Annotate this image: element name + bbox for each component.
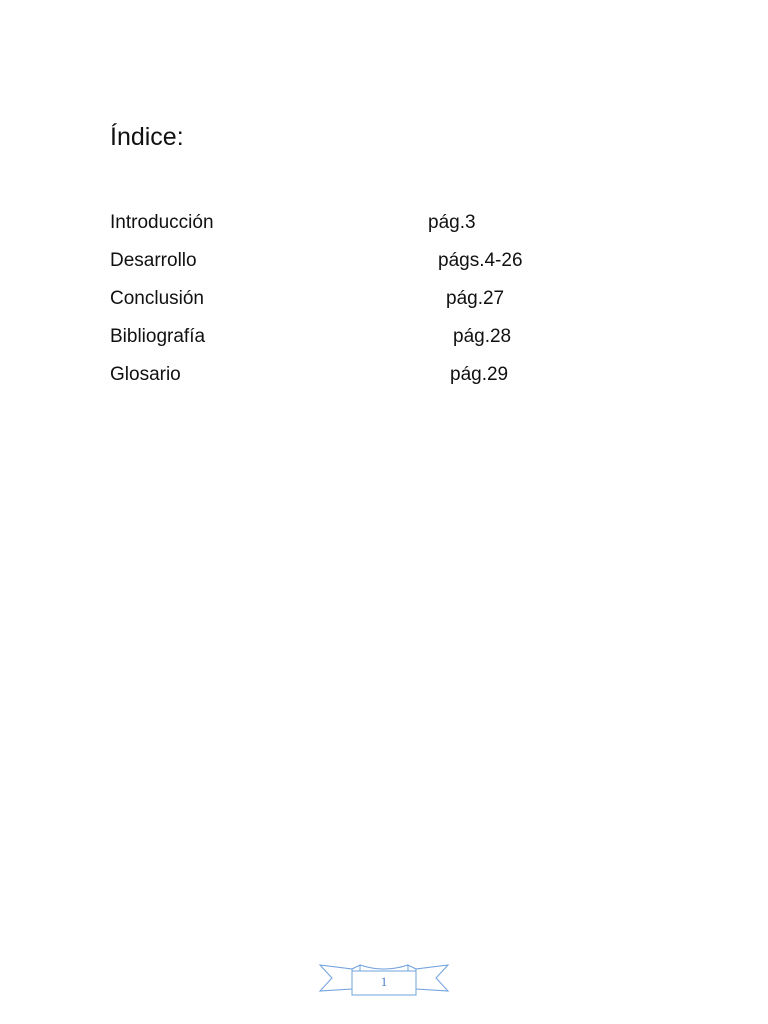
- toc-entry-label: Conclusión: [110, 288, 204, 309]
- toc-entry-page: pág.27: [446, 288, 505, 309]
- toc-entry: [110, 324, 570, 362]
- page-number-ribbon: [318, 963, 450, 999]
- toc-entry-page: pág.29: [450, 364, 509, 385]
- toc-entry-label: Introducción: [110, 212, 214, 233]
- toc-entry: [110, 248, 570, 286]
- page-number: 1: [380, 974, 388, 989]
- page-title: Índice:: [110, 123, 184, 151]
- toc-entry-label: Bibliografía: [110, 326, 206, 347]
- toc-entry-page: pág.3: [428, 212, 476, 233]
- toc-entry: [110, 210, 570, 248]
- toc-entry-page: pág.28: [453, 326, 512, 347]
- toc-entry: [110, 286, 570, 324]
- toc-entry-page: págs.4-26: [438, 250, 523, 271]
- toc-entry-label: Glosario: [110, 364, 181, 385]
- table-of-contents: [110, 210, 570, 400]
- toc-entry-label: Desarrollo: [110, 250, 197, 271]
- toc-entry: [110, 362, 570, 400]
